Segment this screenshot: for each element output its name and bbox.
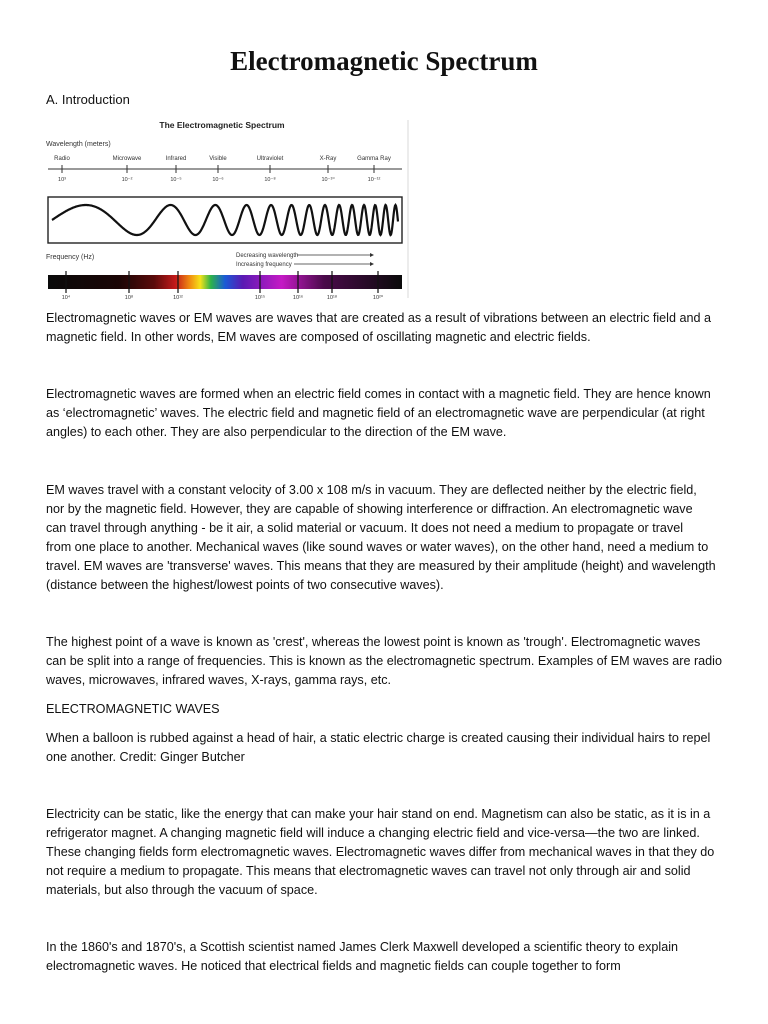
text-line: (distance between the highest/lowest points of two consecutive waves).: [46, 578, 444, 592]
frequency-tick-label: 10¹⁸: [326, 295, 338, 300]
frequency-tick-label: 10¹⁶: [292, 295, 304, 300]
text-line: waves, microwaves, infrared waves, X-rays, gamma rays, etc.: [46, 673, 392, 687]
section-heading-introduction: A. Introduction: [46, 92, 130, 107]
text-line: Electricity can be static, like the energy that can make your hair stand on end. Magnetism can also be static, as it is in a: [46, 807, 711, 821]
region-label-gamma-ray: Gamma Ray: [357, 156, 391, 162]
wavelength-label: Wavelength (meters): [46, 141, 111, 148]
increasing-frequency-label: Increasing frequency: [236, 262, 292, 268]
section-subheading: [46, 700, 726, 719]
text-line: Electromagnetic waves are formed when an electric field comes in contact with a magnetic field. They are hence known: [46, 387, 711, 401]
text-line: EM waves travel with a constant velocity of 3.00 x 108 m/s in vacuum. They are deflected neither by the electric field,: [46, 483, 697, 497]
text-line: can be split into a range of frequencies. This is known as the electromagnetic spectrum. Examples of EM waves are radio: [46, 654, 722, 668]
text-line: The highest point of a wave is known as 'crest', whereas the lowest point is known as 'trough'. Electromagnetic waves: [46, 635, 701, 649]
text-line: refrigerator magnet. A changing magnetic field will induce a changing electric field and vice-versa—the two are linked.: [46, 826, 700, 840]
paragraph-maxwell: [46, 938, 726, 976]
frequency-tick-label: 10⁸: [124, 295, 134, 300]
text-line: When a balloon is rubbed against a head of hair, a static electric charge is created causing their individual hairs to repel: [46, 731, 711, 745]
text-line: These changing fields form electromagnetic waves. Electromagnetic waves differ from mechanical waves in that they do: [46, 845, 715, 859]
text-line: one another. Credit: Ginger Butcher: [46, 750, 245, 764]
text-line: can travel through anything - be it air, a solid material or vacuum. It does not need a medium to propagate or travel: [46, 521, 684, 535]
spectrum-color-bar: [48, 275, 402, 289]
region-label-microwave: Microwave: [112, 156, 142, 162]
text-line: nor by the magnetic field. However, they are capable of showing interference or diffraction. An electromagnetic wave: [46, 502, 693, 516]
text-line: not require a medium to propagate. This means that electromagnetic waves can travel not only through air and solid: [46, 864, 691, 878]
wavelength-tick-label: 10³: [58, 177, 66, 183]
text-line: materials, but also through the vacuum of space.: [46, 883, 318, 897]
text-line: travel. EM waves are 'transverse' waves. This means that they are measured by their amplitude (height) and wavelength: [46, 559, 716, 573]
region-label-xray: X-Ray: [319, 156, 337, 162]
region-label-ultraviolet: Ultraviolet: [256, 156, 284, 162]
subheading-electromagnetic-waves: ELECTROMAGNETIC WAVES: [46, 702, 220, 716]
wavelength-tick-label: 10⁻⁸: [264, 177, 276, 183]
page-title: Electromagnetic Spectrum: [230, 46, 538, 76]
region-label-visible: Visible: [209, 156, 227, 162]
wavelength-tick-label: 10⁻¹²: [367, 177, 381, 183]
text-line: from one place to another. Mechanical waves (like sound waves or water waves), on the other hand, need a medium to: [46, 540, 709, 554]
frequency-tick-label: 10¹⁵: [254, 295, 266, 300]
text-line: angles) to each other. They are also perpendicular to the direction of the EM wave.: [46, 425, 507, 439]
frequency-tick-label: 10²⁰: [372, 295, 384, 300]
text-line: magnetic field. In other words, EM waves are composed of oscillating magnetic and electric fields.: [46, 330, 591, 344]
paragraph-balloon-static: [46, 729, 726, 767]
paragraph-static-electricity: [46, 805, 726, 900]
decreasing-wavelength-label: Decreasing wavelength: [236, 253, 299, 259]
region-label-radio: Radio: [54, 156, 70, 162]
text-line: Electromagnetic waves or EM waves are waves that are created as a result of vibrations between an electric field and a: [46, 311, 712, 325]
wavelength-tick-label: 10⁻⁶: [212, 177, 224, 183]
frequency-tick-label: 10⁴: [61, 295, 71, 300]
figure-title: The Electromagnetic Spectrum: [159, 120, 285, 130]
paragraph-em-waves-formation: [46, 385, 726, 442]
text-line: as ‘electromagnetic’ waves. The electric field and magnetic field of an electromagnetic wave are perpendicular (at right: [46, 406, 705, 420]
frequency-tick-label: 10¹²: [173, 295, 183, 300]
paragraph-em-waves-velocity: [46, 481, 726, 595]
wavelength-tick-label: 10⁻⁵: [170, 177, 182, 183]
paragraph-em-waves-definition: [46, 309, 726, 347]
frequency-label: Frequency (Hz): [46, 254, 95, 261]
paragraph-crest-trough: [46, 633, 726, 690]
wavelength-tick-label: 10⁻¹⁰: [321, 177, 335, 183]
text-line: In the 1860's and 1870's, a Scottish scientist named James Clerk Maxwell developed a scientific theory to explain: [46, 940, 679, 954]
wavelength-tick-label: 10⁻²: [121, 177, 133, 183]
region-label-infrared: Infrared: [165, 156, 187, 162]
text-line: electromagnetic waves. He noticed that electrical fields and magnetic fields can couple together to form: [46, 959, 621, 973]
em-spectrum-diagram: [44, 118, 412, 300]
em-spectrum-figure: [44, 118, 412, 300]
